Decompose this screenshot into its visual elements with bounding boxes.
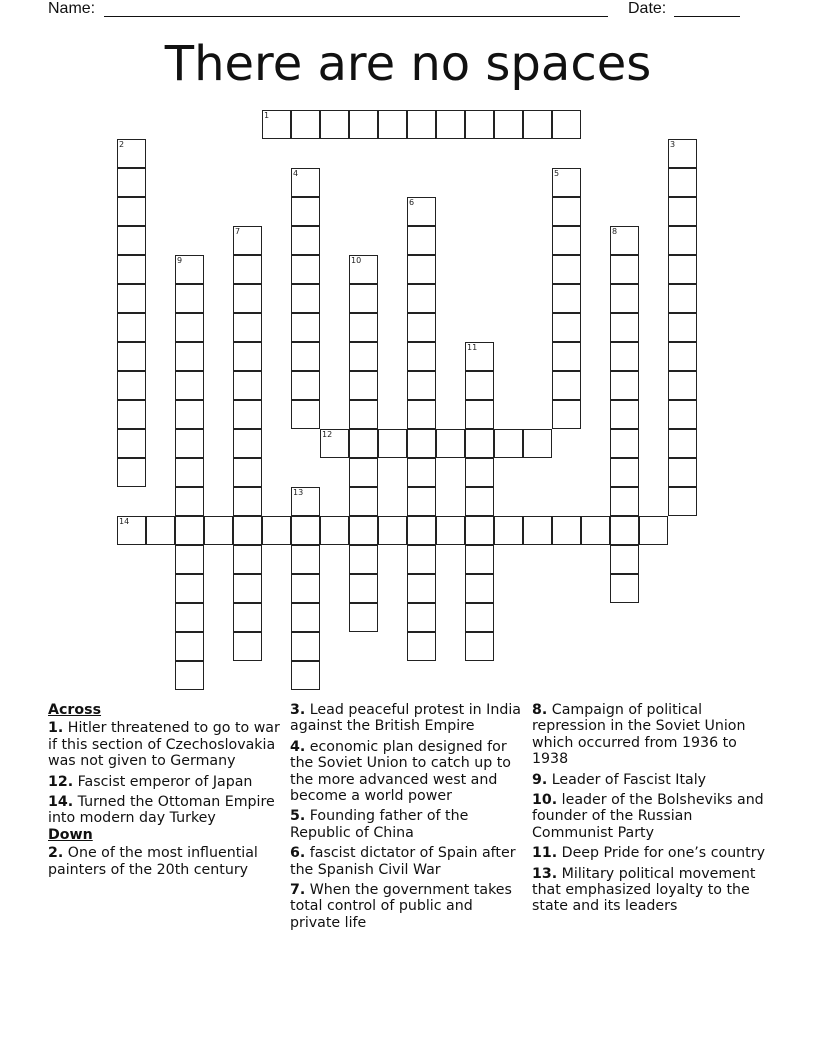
grid-cell[interactable] (436, 110, 465, 139)
grid-cell[interactable] (349, 458, 378, 487)
grid-cell[interactable] (233, 284, 262, 313)
grid-cell[interactable] (291, 284, 320, 313)
grid-cell[interactable] (668, 429, 697, 458)
grid-cell[interactable] (407, 603, 436, 632)
grid-cell[interactable] (639, 516, 668, 545)
clue-number: 8. (532, 702, 548, 718)
grid-cell[interactable] (668, 313, 697, 342)
grid-cell[interactable] (523, 516, 552, 545)
grid-cell[interactable] (117, 226, 146, 255)
grid-cell[interactable] (610, 342, 639, 371)
cell-number: 9 (177, 256, 183, 265)
clue-down-9 (532, 772, 768, 788)
clue-down-6 (290, 845, 526, 878)
clue-across-1 (48, 720, 284, 769)
grid-cell[interactable] (291, 342, 320, 371)
grid-cell[interactable] (610, 313, 639, 342)
grid-cell[interactable] (117, 313, 146, 342)
grid-cell[interactable] (117, 255, 146, 284)
clue-text: Fascist emperor of Japan (77, 773, 253, 790)
grid-cell[interactable] (407, 458, 436, 487)
grid-cell[interactable] (610, 574, 639, 603)
clue-text: One of the most influential painters of the 20th century (48, 845, 258, 878)
grid-cell[interactable] (407, 400, 436, 429)
grid-cell[interactable] (407, 226, 436, 255)
grid-cell[interactable] (175, 603, 204, 632)
grid-cell[interactable] (233, 255, 262, 284)
grid-cell[interactable] (407, 342, 436, 371)
grid-cell[interactable] (378, 516, 407, 545)
grid-cell[interactable] (465, 458, 494, 487)
cell-number: 14 (119, 517, 130, 526)
clue-number: 3. (290, 702, 306, 718)
grid-cell[interactable] (291, 516, 320, 545)
grid-cell[interactable] (117, 168, 146, 197)
clue-number: 1. (48, 720, 64, 737)
grid-cell[interactable] (175, 284, 204, 313)
grid-cell[interactable] (146, 516, 175, 545)
cell-number: 6 (409, 198, 415, 207)
clue-down-3 (290, 702, 526, 735)
grid-cell[interactable] (291, 400, 320, 429)
clue-number: 14. (48, 794, 74, 811)
clue-down-4 (290, 739, 526, 805)
grid-cell[interactable] (233, 545, 262, 574)
clue-number: 12. (48, 773, 74, 790)
grid-cell[interactable] (117, 284, 146, 313)
grid-cell[interactable] (291, 255, 320, 284)
cell-number: 8 (612, 227, 618, 236)
grid-cell[interactable] (552, 255, 581, 284)
grid-cell[interactable] (552, 197, 581, 226)
grid-cell[interactable] (668, 371, 697, 400)
grid-cell[interactable] (552, 110, 581, 139)
clue-text: Founding father of the Republic of China (290, 808, 469, 841)
grid-cell[interactable] (523, 110, 552, 139)
grid-cell[interactable] (175, 313, 204, 342)
grid-cell[interactable] (233, 516, 262, 545)
grid-cell[interactable] (378, 429, 407, 458)
grid-cell[interactable] (465, 516, 494, 545)
grid-cell[interactable] (668, 197, 697, 226)
grid-cell[interactable] (552, 284, 581, 313)
grid-cell[interactable] (436, 516, 465, 545)
clue-text: economic plan designed for the Soviet Union to catch up to the more advanced west and become a world power (290, 738, 511, 805)
grid-cell[interactable] (233, 342, 262, 371)
grid-cell[interactable] (465, 429, 494, 458)
clue-number: 7. (290, 882, 306, 899)
grid-cell[interactable] (349, 545, 378, 574)
clue-down-8 (532, 702, 768, 768)
clue-down-11 (532, 845, 768, 861)
cell-number: 12 (322, 430, 333, 439)
clue-column-3 (532, 702, 768, 919)
clue-text: Turned the Ottoman Empire into modern day Turkey (48, 794, 275, 827)
grid-cell[interactable] (349, 400, 378, 429)
grid-cell[interactable] (668, 255, 697, 284)
grid-cell[interactable] (465, 632, 494, 661)
clue-number: 5. (290, 808, 306, 825)
clue-down-13 (532, 866, 768, 915)
grid-cell[interactable] (175, 632, 204, 661)
grid-cell[interactable] (291, 603, 320, 632)
grid-cell[interactable] (117, 429, 146, 458)
grid-cell[interactable] (117, 458, 146, 487)
grid-cell[interactable] (349, 342, 378, 371)
grid-cell[interactable] (407, 632, 436, 661)
grid-cell[interactable] (407, 110, 436, 139)
clue-text: Hitler threatened to go to war if this section of Czechoslovakia was not given to Germany (48, 720, 280, 770)
clue-text: Campaign of political repression in the Soviet Union which occurred from 1936 to 1938 (532, 702, 746, 768)
grid-cell[interactable] (668, 458, 697, 487)
cell-number: 11 (467, 343, 478, 352)
clue-across-14 (48, 794, 284, 827)
grid-cell[interactable] (291, 574, 320, 603)
cell-number: 4 (293, 169, 299, 178)
grid-cell[interactable] (117, 371, 146, 400)
grid-cell[interactable] (465, 574, 494, 603)
grid-cell[interactable] (668, 342, 697, 371)
grid-cell[interactable] (610, 487, 639, 516)
grid-cell[interactable] (465, 110, 494, 139)
grid-cell[interactable] (233, 632, 262, 661)
grid-cell[interactable] (407, 371, 436, 400)
grid-cell[interactable] (668, 400, 697, 429)
grid-cell[interactable] (349, 110, 378, 139)
grid-cell[interactable] (378, 110, 407, 139)
grid-cell[interactable] (291, 661, 320, 690)
grid-cell[interactable] (320, 110, 349, 139)
grid-cell[interactable] (668, 168, 697, 197)
grid-cell[interactable] (610, 429, 639, 458)
grid-cell[interactable] (349, 574, 378, 603)
grid-cell[interactable] (175, 661, 204, 690)
grid-cell[interactable] (175, 545, 204, 574)
grid-cell[interactable] (552, 516, 581, 545)
cell-number: 2 (119, 140, 125, 149)
grid-cell[interactable] (494, 516, 523, 545)
grid-cell[interactable] (175, 429, 204, 458)
grid-cell[interactable] (494, 110, 523, 139)
grid-cell[interactable] (349, 371, 378, 400)
grid-cell[interactable] (175, 516, 204, 545)
clue-number: 6. (290, 845, 306, 862)
grid-cell[interactable] (465, 371, 494, 400)
grid-cell[interactable] (465, 545, 494, 574)
grid-cell[interactable] (610, 371, 639, 400)
grid-cell[interactable] (233, 603, 262, 632)
cell-number: 3 (670, 140, 676, 149)
grid-cell[interactable] (407, 545, 436, 574)
grid-cell[interactable] (291, 226, 320, 255)
clue-number: 9. (532, 771, 548, 788)
grid-cell[interactable] (610, 458, 639, 487)
grid-cell[interactable] (349, 284, 378, 313)
cell-number: 10 (351, 256, 362, 265)
clue-number: 10. (532, 792, 558, 809)
grid-cell[interactable] (291, 313, 320, 342)
grid-cell[interactable] (233, 574, 262, 603)
clue-text: fascist dictator of Spain after the Spanish Civil War (290, 845, 516, 878)
grid-cell[interactable] (668, 226, 697, 255)
grid-cell[interactable] (117, 400, 146, 429)
grid-cell[interactable] (407, 487, 436, 516)
grid-cell[interactable] (291, 110, 320, 139)
grid-cell[interactable] (407, 313, 436, 342)
grid-cell[interactable] (407, 255, 436, 284)
clue-across-12 (48, 774, 284, 790)
grid-cell[interactable] (436, 429, 465, 458)
clue-text: leader of the Bolsheviks and founder of the Russian Communist Party (532, 792, 764, 841)
grid-cell[interactable] (407, 574, 436, 603)
grid-cell[interactable] (407, 284, 436, 313)
grid-cell[interactable] (175, 487, 204, 516)
date-label: Date: (628, 0, 667, 17)
grid-cell[interactable] (175, 458, 204, 487)
grid-cell[interactable] (175, 342, 204, 371)
grid-cell[interactable] (523, 429, 552, 458)
grid-cell[interactable] (320, 516, 349, 545)
grid-cell[interactable] (349, 516, 378, 545)
grid-cell[interactable] (204, 516, 233, 545)
grid-cell[interactable] (117, 197, 146, 226)
clue-down-7 (290, 882, 526, 931)
clue-text: Leader of Fascist Italy (551, 771, 707, 788)
clue-number: 11. (532, 845, 558, 862)
grid-cell[interactable] (407, 516, 436, 545)
grid-cell[interactable] (291, 197, 320, 226)
down-heading: Down (48, 826, 93, 843)
grid-cell[interactable] (175, 574, 204, 603)
across-heading: Across (48, 702, 102, 718)
cell-number: 13 (293, 488, 304, 497)
clue-column-2 (290, 702, 526, 935)
grid-cell[interactable] (233, 429, 262, 458)
cell-number: 7 (235, 227, 241, 236)
grid-cell[interactable] (465, 400, 494, 429)
grid-cell[interactable] (610, 284, 639, 313)
clue-column-1 (48, 702, 284, 882)
clue-text: Lead peaceful protest in India against the British Empire (290, 702, 521, 735)
grid-cell[interactable] (668, 284, 697, 313)
grid-cell[interactable] (175, 400, 204, 429)
grid-cell[interactable] (349, 429, 378, 458)
grid-cell[interactable] (581, 516, 610, 545)
grid-cell[interactable] (465, 487, 494, 516)
grid-cell[interactable] (349, 487, 378, 516)
grid-cell[interactable] (610, 545, 639, 574)
grid-cell[interactable] (291, 632, 320, 661)
grid-cell[interactable] (610, 400, 639, 429)
grid-cell[interactable] (233, 487, 262, 516)
grid-cell[interactable] (291, 371, 320, 400)
grid-cell[interactable] (610, 255, 639, 284)
clue-down-5 (290, 808, 526, 841)
grid-cell[interactable] (349, 313, 378, 342)
clue-number: 4. (290, 738, 306, 755)
grid-cell[interactable] (465, 603, 494, 632)
clue-number: 2. (48, 845, 64, 862)
grid-cell[interactable] (552, 226, 581, 255)
grid-cell[interactable] (175, 371, 204, 400)
cell-number: 1 (264, 111, 270, 120)
grid-cell[interactable] (668, 487, 697, 516)
name-label: Name: (48, 0, 96, 17)
grid-cell[interactable] (117, 342, 146, 371)
grid-cell[interactable] (291, 545, 320, 574)
grid-cell[interactable] (552, 371, 581, 400)
grid-cell[interactable] (349, 603, 378, 632)
grid-cell[interactable] (610, 516, 639, 545)
clue-text: Military political movement that emphasized loyalty to the state and its leaders (532, 865, 756, 915)
grid-cell[interactable] (233, 371, 262, 400)
grid-cell[interactable] (494, 429, 523, 458)
clue-number: 13. (532, 865, 558, 882)
clue-down-10 (532, 792, 768, 841)
cell-number: 5 (554, 169, 560, 178)
grid-cell[interactable] (262, 516, 291, 545)
grid-cell[interactable] (233, 400, 262, 429)
clue-text: Deep Pride for one’s country (561, 845, 765, 862)
clue-down-2 (48, 845, 284, 878)
grid-cell[interactable] (407, 429, 436, 458)
puzzle-title: There are no spaces (164, 36, 652, 92)
grid-cell[interactable] (552, 342, 581, 371)
grid-cell[interactable] (552, 400, 581, 429)
grid-cell[interactable] (552, 313, 581, 342)
clue-text: When the government takes total control of public and private life (290, 882, 512, 931)
grid-cell[interactable] (233, 313, 262, 342)
grid-cell[interactable] (233, 458, 262, 487)
